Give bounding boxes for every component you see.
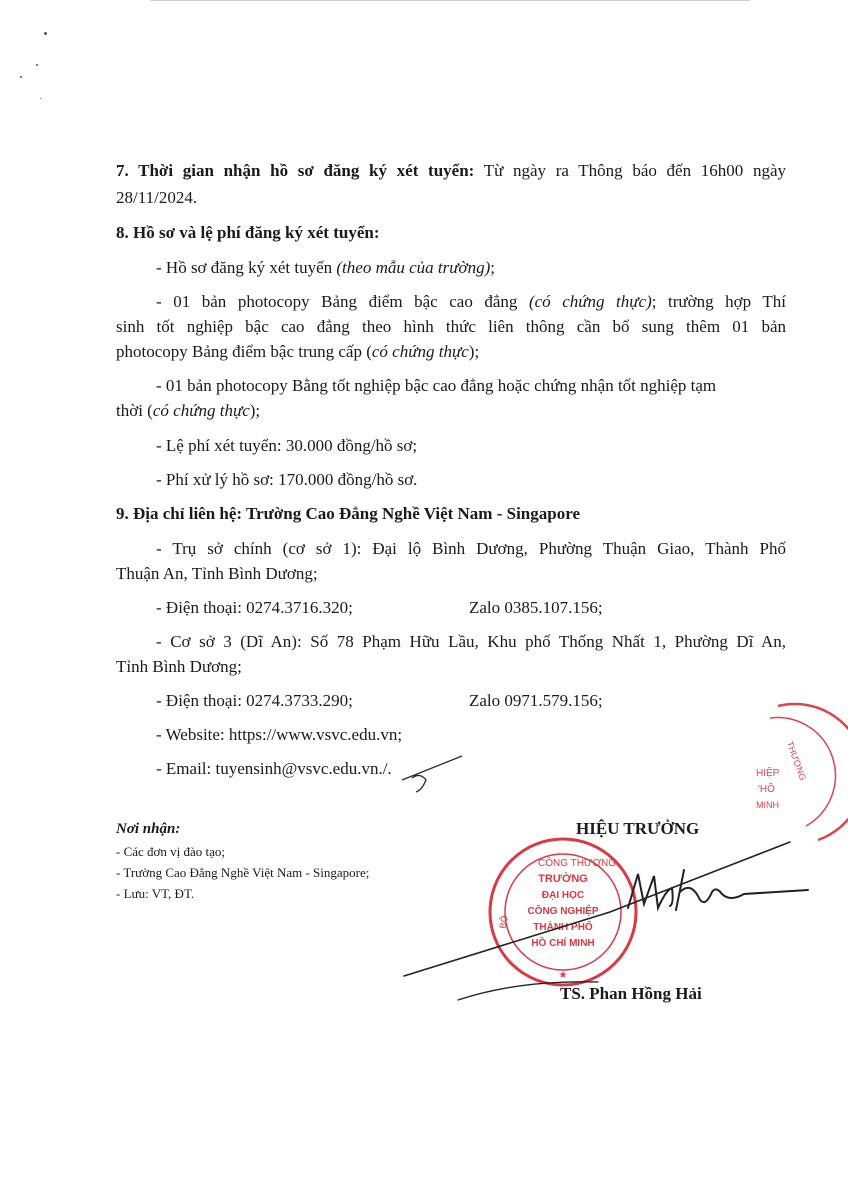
recipients-item: - Trường Cao Đẳng Nghề Việt Nam - Singapore; xyxy=(116,865,370,880)
section8-item5: - Phí xử lý hồ sơ: 170.000 đồng/hồ sơ. xyxy=(156,470,418,489)
section9-zalo1: Zalo 0385.107.156; xyxy=(469,598,603,617)
item-text: ; trường hợp Thí xyxy=(651,292,786,311)
item-text: - Hồ sơ đăng ký xét tuyển xyxy=(156,258,337,277)
official-seal xyxy=(490,839,636,985)
partial-stamp xyxy=(756,704,848,840)
item-text: thời ( xyxy=(116,401,153,420)
section7-text: Từ ngày ra Thông báo đến 16h00 ngày xyxy=(474,161,786,180)
section9-phone3: - Điện thoại: 0274.3733.290; xyxy=(156,691,353,710)
seal-line: THÀNH PHỐ xyxy=(533,922,593,933)
seal-line: CÔNG NGHIỆP xyxy=(527,906,599,917)
item-text: - 01 bản photocopy Bảng điểm bậc cao đẳng xyxy=(156,292,529,311)
section8-item3-line1: - 01 bản photocopy Bằng tốt nghiệp bậc cao đẳng hoặc chứng nhận tốt nghiệp tạm xyxy=(156,376,717,395)
section9-campus1-line1: - Trụ sở chính (cơ sở 1): Đại lộ Bình Dương, Phường Thuận Giao, Thành Phố xyxy=(156,539,786,558)
seal-ring-text: CÔNG THƯƠNG xyxy=(538,858,617,869)
section9-zalo3: Zalo 0971.579.156; xyxy=(469,691,603,710)
section9-email: - Email: tuyensinh@vsvc.edu.vn./. xyxy=(156,759,392,778)
signatory-name: TS. Phan Hồng Hải xyxy=(560,984,702,1003)
item-italic: (có chứng thực) xyxy=(528,292,652,311)
email-flourish xyxy=(402,756,462,792)
partial-stamp-line: MINH xyxy=(756,800,779,810)
section9-campus1-line2: Thuận An, Tỉnh Bình Dương; xyxy=(116,564,318,583)
item-italic: có chứng thực xyxy=(152,401,250,420)
recipients-title: Nơi nhận: xyxy=(116,821,181,837)
signature-title: HIỆU TRƯỞNG xyxy=(576,819,700,838)
seal-line: TRƯỜNG xyxy=(538,873,588,885)
item-italic: (theo mẫu của trường) xyxy=(336,258,491,277)
seal-line: HỒ CHÍ MINH xyxy=(531,938,595,949)
recipients-item: - Lưu: VT, ĐT. xyxy=(116,886,195,901)
section8-item2-line2: sinh tốt nghiệp bậc cao đẳng theo hình thức liên thông cần bổ sung thêm 01 bản xyxy=(116,317,786,336)
section9-website: - Website: https://www.vsvc.edu.vn; xyxy=(156,725,403,744)
section9-heading: 9. Địa chỉ liên hệ: Trường Cao Đẳng Nghề Việt Nam - Singapore xyxy=(116,504,580,523)
item-end: ; xyxy=(490,258,495,277)
partial-stamp-line: 'HỒ xyxy=(758,784,775,795)
section9-campus3-line2: Tỉnh Bình Dương; xyxy=(116,657,242,676)
section8-item4: - Lệ phí xét tuyển: 30.000 đồng/hồ sơ; xyxy=(156,436,418,455)
item-text: ); xyxy=(249,401,261,420)
recipients-item: - Các đơn vị đào tạo; xyxy=(116,844,226,859)
partial-stamp-ring: THƯƠNG xyxy=(784,739,809,782)
seal-side-text: BỘ xyxy=(497,914,510,930)
section7-line2: 28/11/2024. xyxy=(116,188,198,207)
seal-star: ★ xyxy=(558,970,568,981)
partial-stamp-line: HIỆP xyxy=(756,768,780,779)
item-text: photocopy Bảng điểm bậc trung cấp ( xyxy=(116,342,372,361)
section9-phone1: - Điện thoại: 0274.3716.320; xyxy=(156,598,353,617)
section8-heading: 8. Hồ sơ và lệ phí đăng ký xét tuyển: xyxy=(116,223,380,242)
seal-line: ĐẠI HỌC xyxy=(541,890,585,901)
section7-heading: 7. Thời gian nhận hồ sơ đăng ký xét tuyển: xyxy=(116,161,475,180)
item-italic: có chứng thực xyxy=(371,342,469,361)
item-text: ); xyxy=(468,342,480,361)
section9-campus3-line1: - Cơ sở 3 (Dĩ An): Số 78 Phạm Hữu Lầu, Khu phố Thống Nhất 1, Phường Dĩ An, xyxy=(156,632,786,651)
